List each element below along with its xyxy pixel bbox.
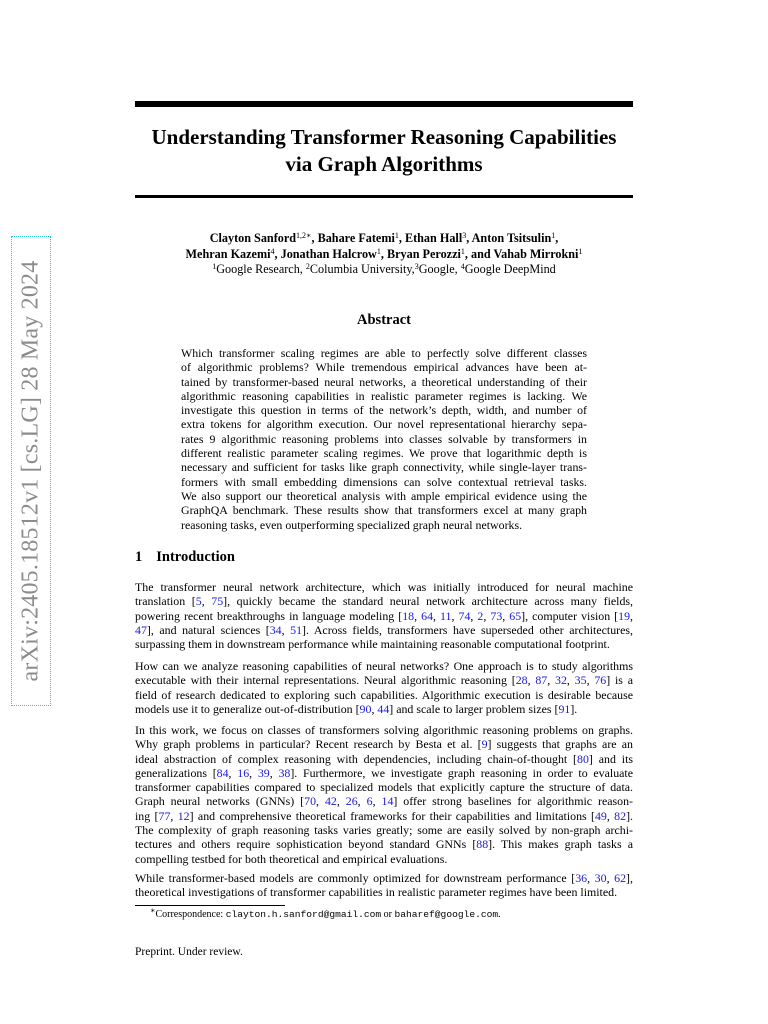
citation-link[interactable]: 35 bbox=[574, 673, 587, 688]
citation-link[interactable]: 9 bbox=[481, 737, 488, 752]
abstract-line: extra tokens for algorithm execution. Our novel representational hierarchy sepa- bbox=[181, 417, 587, 432]
text-run: , bbox=[630, 608, 634, 623]
citation-link[interactable]: 88 bbox=[476, 837, 489, 852]
citation-link[interactable]: 34 bbox=[269, 622, 282, 637]
text-run: , bbox=[249, 765, 258, 780]
abstract-line: rates 9 algorithmic reasoning problems into classes solvable by transformers in bbox=[181, 431, 587, 446]
author-block bbox=[135, 231, 633, 278]
text-line bbox=[135, 837, 633, 851]
citation-link[interactable]: 39 bbox=[257, 765, 270, 780]
text-run: ] and scale to larger problem sizes [ bbox=[389, 701, 559, 716]
citation-link[interactable]: 30 bbox=[594, 871, 607, 885]
abstract-line: We also support our theoretical analysis with ample empirical evidence using the bbox=[181, 488, 587, 503]
text-run: ], computer vision [ bbox=[521, 608, 619, 623]
text-run: theoretical investigations of transformer capabilities in realistic parameter regimes have been limited. bbox=[135, 885, 618, 900]
citation-link[interactable]: 82 bbox=[614, 808, 627, 823]
correspondence-footnote bbox=[150, 908, 501, 921]
text-run: ] and comprehensive theoretical frameworks for their capabilities and limitations [ bbox=[189, 808, 595, 823]
citation-link[interactable]: 49 bbox=[594, 808, 607, 823]
citation-link[interactable]: 26 bbox=[345, 794, 358, 809]
text-run: , bbox=[281, 622, 291, 637]
affiliation-number: 4 bbox=[460, 262, 465, 271]
text-run: field of research dedicated to exploring such capabilities. Algorithmic execution is desirable because bbox=[135, 687, 633, 702]
text-line bbox=[135, 871, 633, 885]
author-name: , and Vahab Mirrokni bbox=[464, 246, 579, 261]
text-run: , bbox=[586, 673, 595, 688]
affiliation-name: Google, bbox=[418, 262, 461, 276]
paper-title-line-2: via Graph Algorithms bbox=[285, 152, 483, 176]
affiliation-number: 1 bbox=[212, 262, 217, 271]
email-link-bahare[interactable]: baharef@google.com bbox=[394, 909, 499, 920]
author-name: Mehran Kazemi bbox=[185, 246, 271, 261]
text-line bbox=[135, 594, 633, 608]
citation-link[interactable]: 2 bbox=[477, 608, 484, 623]
author-name: , Anton Tsitsulin bbox=[466, 231, 552, 245]
author-name: , Bryan Perozzi bbox=[380, 246, 461, 261]
text-run: , bbox=[547, 673, 556, 688]
intro-paragraph-4 bbox=[135, 871, 633, 900]
text-run: ]. This makes graph tasks a bbox=[488, 837, 633, 852]
abstract-line: GraphQA benchmark. These results show that transformers excel at many graph bbox=[181, 503, 587, 518]
footnote-suffix: . bbox=[498, 909, 501, 920]
author-affiliation-marker: 1 bbox=[578, 246, 583, 256]
citation-link[interactable]: 14 bbox=[381, 794, 394, 809]
text-run: , bbox=[414, 608, 422, 623]
text-run: executable with their internal representations. Neural algorithmic reasoning [ bbox=[135, 673, 516, 688]
citation-link[interactable]: 47 bbox=[135, 622, 147, 637]
text-run: , bbox=[433, 608, 441, 623]
text-run: surpassing them in downstream performance while maintaining reasonable computational footprint. bbox=[135, 637, 610, 652]
text-run: , bbox=[451, 608, 459, 623]
citation-link[interactable]: 75 bbox=[211, 594, 224, 609]
text-run: , bbox=[470, 608, 478, 623]
text-run: ], and natural sciences [ bbox=[146, 622, 270, 637]
text-run: tectures and others require sophistication beyond standard GNNs [ bbox=[135, 837, 477, 852]
affiliation-name: Google DeepMind bbox=[464, 262, 556, 276]
text-run: , bbox=[201, 594, 212, 609]
citation-link[interactable]: 18 bbox=[402, 608, 415, 623]
text-line bbox=[135, 580, 633, 594]
text-run: , bbox=[606, 808, 615, 823]
citation-link[interactable]: 38 bbox=[278, 765, 291, 780]
text-run: Graph neural networks (GNNs) [ bbox=[135, 794, 305, 809]
text-line bbox=[135, 723, 633, 737]
citation-link[interactable]: 74 bbox=[458, 608, 471, 623]
text-run: , bbox=[372, 794, 382, 809]
abstract-body bbox=[181, 346, 587, 532]
author-affiliation-marker: 1,2 bbox=[296, 231, 307, 240]
citation-link[interactable]: 11 bbox=[440, 608, 452, 623]
text-line bbox=[135, 766, 633, 780]
text-run: ]. bbox=[570, 701, 578, 716]
text-line bbox=[135, 673, 633, 687]
affiliation-line bbox=[135, 262, 633, 278]
text-run: , bbox=[336, 794, 346, 809]
author-line-1 bbox=[135, 231, 633, 247]
title-top-rule bbox=[135, 101, 633, 107]
text-run: Why graph problems in particular? Recent research by Besta et al. [ bbox=[135, 737, 482, 752]
citation-link[interactable]: 90 bbox=[359, 701, 372, 716]
author-correspondence-marker: ∗ bbox=[306, 231, 312, 240]
citation-link[interactable]: 32 bbox=[555, 673, 567, 688]
citation-link[interactable]: 73 bbox=[490, 608, 503, 623]
citation-link[interactable]: 76 bbox=[594, 673, 607, 688]
citation-link[interactable]: 51 bbox=[290, 622, 303, 637]
text-run: While transformer-based models are commonly optimized for downstream performance [ bbox=[135, 871, 576, 885]
email-link-clayton[interactable]: clayton.h.sanford@gmail.com bbox=[225, 909, 382, 920]
citation-link[interactable]: 42 bbox=[324, 794, 337, 809]
text-run: The transformer neural network architecture, which was initially introduced for neural machine bbox=[135, 580, 633, 594]
preprint-notice: Preprint. Under review. bbox=[135, 946, 243, 958]
citation-link[interactable]: 64 bbox=[421, 608, 434, 623]
author-affiliation-marker: 1 bbox=[551, 231, 556, 240]
text-line bbox=[135, 623, 633, 637]
text-line bbox=[135, 794, 633, 808]
text-line bbox=[135, 885, 633, 899]
text-run: powering recent breakthroughs in language modeling [ bbox=[135, 608, 403, 623]
intro-paragraph-2 bbox=[135, 659, 633, 716]
abstract-line: reasoning tasks, even outperforming specialized graph neural networks. bbox=[181, 517, 523, 532]
intro-paragraph-3 bbox=[135, 723, 633, 866]
abstract-line: Which transformer scaling regimes are able to perfectly solve different classes bbox=[181, 346, 587, 360]
abstract-line: different realistic parameter scaling regimes. We prove that logarithmic depth is bbox=[181, 446, 587, 461]
text-run: , bbox=[316, 794, 325, 809]
citation-link[interactable]: 87 bbox=[535, 673, 548, 688]
section-title: Introduction bbox=[156, 549, 235, 565]
text-line bbox=[135, 809, 633, 823]
footnote-prefix: Correspondence: bbox=[155, 909, 226, 920]
affiliation-name: Google Research, bbox=[216, 262, 306, 276]
author-affiliation-marker: 1 bbox=[394, 231, 399, 240]
text-run: , bbox=[357, 794, 367, 809]
text-run: ]. bbox=[626, 808, 633, 823]
citation-link[interactable]: 19 bbox=[618, 608, 631, 623]
text-run: ing [ bbox=[135, 808, 159, 823]
paper-title-line-1: Understanding Transformer Reasoning Capabilities bbox=[151, 125, 617, 149]
author-affiliation-marker: 4 bbox=[270, 246, 275, 256]
text-line bbox=[135, 637, 633, 651]
text-run: ] suggests that graphs are an bbox=[487, 737, 633, 752]
intro-paragraph-1 bbox=[135, 580, 633, 651]
affiliation-number: 3 bbox=[414, 262, 419, 271]
citation-link[interactable]: 6 bbox=[366, 794, 373, 809]
citation-link[interactable]: 80 bbox=[577, 751, 589, 766]
citation-link[interactable]: 12 bbox=[177, 808, 190, 823]
text-run: ]. Across fields, transformers have superseded other architectures, bbox=[302, 622, 633, 637]
text-line bbox=[135, 609, 633, 623]
text-run: , bbox=[606, 871, 615, 885]
text-run: ]. Furthermore, we investigate graph reasoning in order to evaluate bbox=[290, 765, 634, 780]
text-run: The complexity of graph reasoning tasks varies greatly; some are easily solved by non-graph archi- bbox=[135, 823, 633, 838]
text-line bbox=[135, 737, 633, 751]
citation-link[interactable]: 5 bbox=[195, 594, 202, 609]
footnote-rule bbox=[135, 905, 285, 906]
author-affiliation-marker: 1 bbox=[460, 246, 465, 256]
citation-link[interactable]: 84 bbox=[216, 765, 229, 780]
citation-link[interactable]: 44 bbox=[377, 701, 390, 716]
text-line bbox=[135, 702, 633, 716]
section-heading-introduction bbox=[135, 549, 235, 566]
abstract-line: tained by transformer-based neural networks, a theoretical understanding of their bbox=[181, 374, 587, 389]
text-run: , bbox=[502, 608, 510, 623]
text-run: ], bbox=[626, 871, 633, 885]
text-line bbox=[135, 752, 633, 766]
citation-link[interactable]: 77 bbox=[158, 808, 171, 823]
text-run: ], quickly became the standard neural network architecture across many fields, bbox=[223, 594, 634, 609]
abstract-line: necessary and sufficient for tasks like graph connectivity, while single-layer trans- bbox=[181, 460, 587, 475]
text-run: ] is a bbox=[606, 673, 633, 688]
footnote-mid: or bbox=[381, 909, 395, 920]
abstract-line: of algorithmic problems? While tremendous empirical advances have been at- bbox=[181, 360, 587, 375]
text-run: transformer capabilities compared to specialized models that explicitly capture the structure of data. bbox=[135, 780, 633, 795]
text-run: In this work, we focus on classes of transformers solving algorithmic reasoning problems on graphs. bbox=[135, 723, 633, 737]
citation-link[interactable]: 28 bbox=[515, 673, 528, 688]
section-number: 1 bbox=[135, 549, 143, 565]
text-run: translation [ bbox=[135, 594, 196, 609]
text-run: , bbox=[527, 673, 536, 688]
author-name: , bbox=[555, 231, 559, 245]
author-name: Clayton Sanford bbox=[209, 231, 297, 245]
citation-link[interactable]: 70 bbox=[304, 794, 317, 809]
author-line-2 bbox=[135, 247, 633, 263]
text-run: , bbox=[170, 808, 178, 823]
text-run: models use it to generalize out-of-distribution [ bbox=[135, 701, 360, 716]
abstract-line: investigate this question in terms of the network’s depth, width, and number of bbox=[181, 403, 587, 418]
text-run: generalizations [ bbox=[135, 765, 217, 780]
text-run: ] and its bbox=[588, 751, 634, 766]
text-line bbox=[135, 659, 633, 673]
citation-link[interactable]: 36 bbox=[575, 871, 588, 885]
citation-link[interactable]: 65 bbox=[509, 608, 522, 623]
title-bottom-rule bbox=[135, 195, 633, 198]
paper-title bbox=[135, 124, 633, 178]
text-line bbox=[135, 823, 633, 837]
arxiv-sidebar-stamp bbox=[11, 236, 51, 706]
text-run: , bbox=[483, 608, 491, 623]
text-run: , bbox=[566, 673, 575, 688]
author-name: , Jonathan Halcrow bbox=[274, 246, 377, 261]
text-line bbox=[135, 852, 633, 866]
text-line bbox=[135, 780, 633, 794]
author-name: , Bahare Fatemi bbox=[311, 231, 395, 245]
abstract-heading: Abstract bbox=[357, 312, 411, 328]
text-run: , bbox=[587, 871, 595, 885]
text-run: , bbox=[269, 765, 279, 780]
text-run: compelling testbed for both theoretical and empirical evaluations. bbox=[135, 851, 448, 866]
footnote-mark: ∗ bbox=[150, 906, 156, 915]
author-name: , Ethan Hall bbox=[398, 231, 463, 245]
arxiv-identifier[interactable]: arXiv:2405.18512v1 [cs.LG] 28 May 2024 bbox=[17, 260, 44, 682]
text-run: , bbox=[228, 765, 238, 780]
citation-link[interactable]: 62 bbox=[614, 871, 627, 885]
text-run: ] offer strong baselines for algorithmic reason- bbox=[393, 794, 633, 809]
text-line bbox=[135, 688, 633, 702]
abstract-line: formers with small embedding dimensions can solve contextual retrieval tasks. bbox=[181, 474, 587, 489]
citation-link[interactable]: 91 bbox=[558, 701, 571, 716]
affiliation-name: Columbia University, bbox=[309, 262, 415, 276]
text-run: How can we analyze reasoning capabilities of neural networks? One approach is to study algorithms bbox=[135, 659, 633, 673]
abstract-line: algorithmic reasoning capabilities in realistic parameter regimes is lacking. We bbox=[181, 388, 587, 403]
citation-link[interactable]: 16 bbox=[237, 765, 250, 780]
author-affiliation-marker: 3 bbox=[462, 231, 467, 240]
author-affiliation-marker: 1 bbox=[376, 246, 381, 256]
affiliation-number: 2 bbox=[305, 262, 310, 271]
text-run: , bbox=[371, 701, 378, 716]
text-run: ideal abstraction of complex reasoning with dependencies, including chain-of-thought [ bbox=[135, 751, 578, 766]
